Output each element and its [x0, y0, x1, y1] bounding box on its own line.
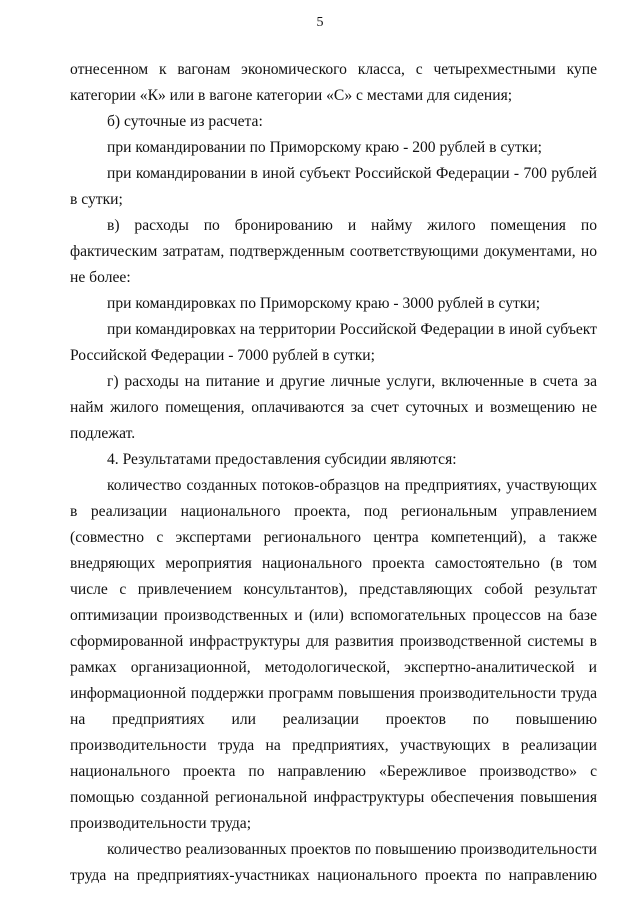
paragraph-lodging-other-region: при командировках на территории Российской Федерации в иной субъект Российской Федерации - 7000 рублей в сутки; [70, 321, 597, 364]
page-number: 5 [316, 15, 324, 30]
paragraph-daily-allowance-primorsky: при командировании по Приморскому краю - 200 рублей в сутки; [107, 139, 542, 156]
paragraph-daily-allowance-heading: б) суточные из расчета: [107, 113, 263, 130]
paragraph-meals-expenses: г) расходы на питание и другие личные услуги, включенные в счета за найм жилого помещения, оплачиваются за счет суточных и возмещению не подлежат. [70, 373, 597, 442]
paragraph-result-sample-flows: количество созданных потоков-образцов на предприятиях, участвующих в реализации национального проекта, под региональным управлением (совместно с экспертами регионального центра компетенций), а также внедряющих мероприятия национального проекта самостоятельно (в том числе с привлечением консультантов), представляющих собой результат оптимизации производственных и (или) вспомогательных процессов на базе сформированной инфраструктуры для развития производственной системы в рамках организационной, методологической, экспертно-аналитической и информационной поддержки программ повышения производительности труда на предприятиях или реализации проектов по повышению производительности труда на предприятиях, участвующих в реализации национального проекта по направлению «Бережливое производство» с помощью созданной региональной инфраструктуры обеспечения повышения производительности труда; [70, 477, 597, 832]
paragraph-subsidy-results-heading: 4. Результатами предоставления субсидии являются: [107, 451, 457, 468]
paragraph-daily-allowance-other-region: при командировании в иной субъект Российской Федерации - 700 рублей в сутки; [70, 165, 597, 208]
paragraph-lodging-expenses: в) расходы по бронированию и найму жилого помещения по фактическим затратам, подтвержденным соответствующими документами, но не более: [70, 217, 597, 286]
document-body [70, 57, 597, 889]
paragraph-sleeping-car-category: отнесенном к вагонам экономического класса, с четырехместными купе категории «К» или в вагоне категории «С» с местами для сидения; [70, 61, 597, 104]
paragraph-lodging-primorsky: при командировках по Приморскому краю - 3000 рублей в сутки; [107, 295, 541, 312]
paragraph-result-implemented-projects: количество реализованных проектов по повышению производительности труда на предприятиях-участниках национального проекта по направлению [70, 841, 597, 884]
